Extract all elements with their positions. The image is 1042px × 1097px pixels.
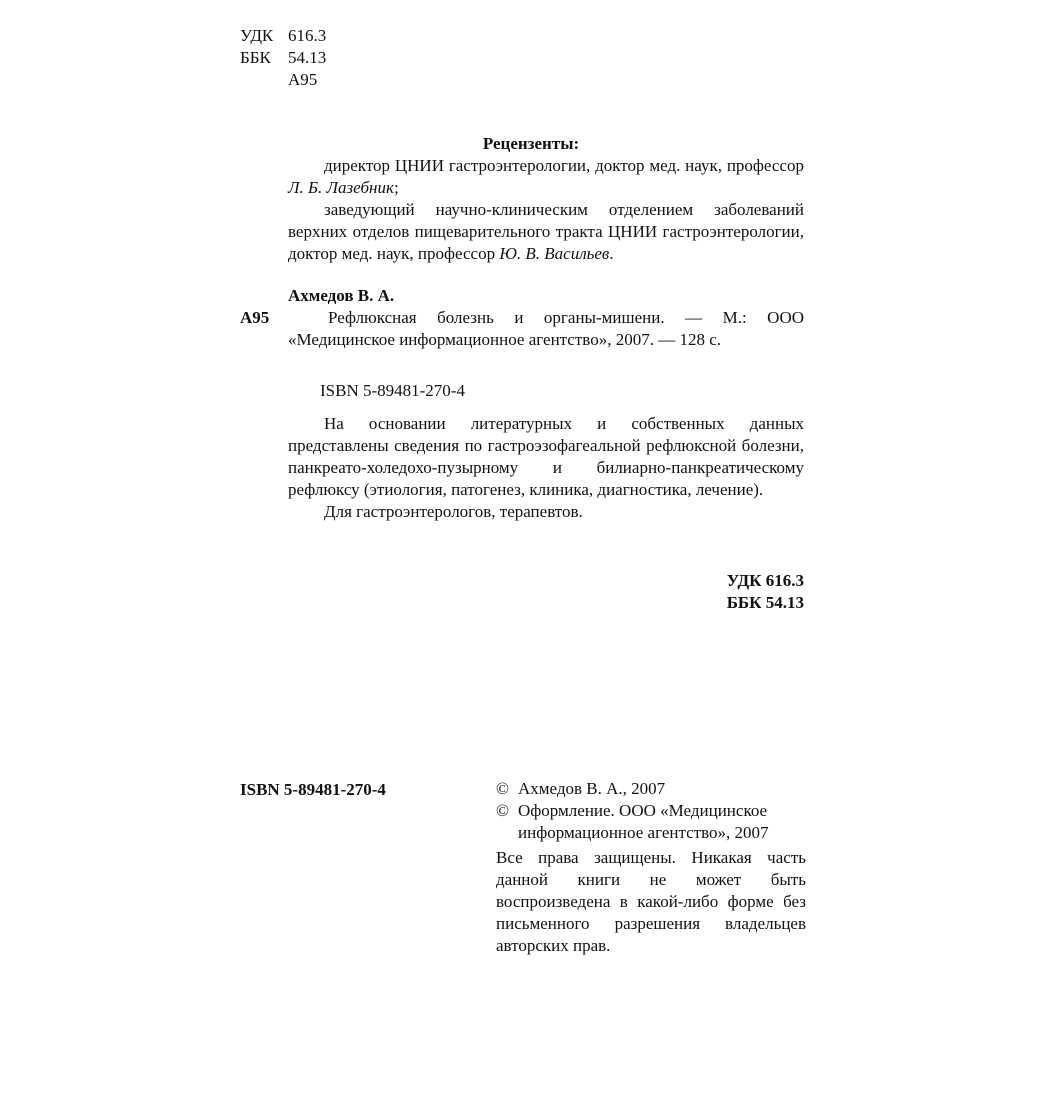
bib-author: Ахмедов В. А. xyxy=(288,286,395,305)
copyright-design: © Оформление. ООО «Медицинское xyxy=(496,801,768,820)
udk-label: УДК xyxy=(240,26,274,45)
reviewers-section xyxy=(288,133,804,265)
copyright-block xyxy=(496,778,806,844)
reviewers-heading: Рецензенты: xyxy=(482,134,580,153)
bbk-value: 54.13 xyxy=(288,48,327,67)
bib-description xyxy=(288,307,804,351)
reviewer-1-name: Л. Б. Лазебник xyxy=(288,178,394,197)
audience-paragraph: Для гастроэнтерологов, терапевтов. xyxy=(324,502,583,521)
bib-line: Рефлюксная болезнь и органы-мишени. — М.: ООО «Медицинское информационное агентство», 2007. — 128 с. xyxy=(288,308,804,349)
right-codes xyxy=(600,570,804,614)
right-bbk: ББК 54.13 xyxy=(726,593,804,612)
copyright-design-cont: информационное агентство», 2007 xyxy=(518,823,769,842)
abstract-paragraph: На основании литературных и собственных данных представлены сведения по гастроэзофагеальной рефлюксной болезни, панкреато-холедохо-пузырному и билиарно-панкреатическому рефлюксу (этиология, патогенез, клиника, диагностика, лечение). xyxy=(288,414,804,499)
classification-codes xyxy=(240,25,326,91)
reviewer-2-name: Ю. В. Васильев xyxy=(499,244,610,263)
abstract xyxy=(288,413,804,523)
bottom-isbn: ISBN 5-89481-270-4 xyxy=(240,780,386,799)
bib-author-mark: А95 xyxy=(240,308,270,327)
isbn-line: ISBN 5-89481-270-4 xyxy=(320,381,465,400)
rights-notice: Все права защищены. Никакая часть данной книги не может быть воспроизведена в какой-либо форме без письменного разрешения владельцев авторских прав. xyxy=(496,848,806,955)
right-udk: УДК 616.3 xyxy=(726,571,804,590)
reviewer-1: директор ЦНИИ гастроэнтерологии, доктор мед. наук, профессор Л. Б. Лазебник; xyxy=(288,156,804,197)
copyright-icon: © xyxy=(496,779,509,798)
copyright-author: © Ахмедов В. А., 2007 xyxy=(496,779,666,798)
bbk-code xyxy=(240,47,326,69)
copyright-icon: © xyxy=(496,801,509,820)
bbk-label: ББК xyxy=(240,48,271,67)
author-mark: А95 xyxy=(288,70,318,89)
reviewer-2: заведующий научно-клиническим отделением заболеваний верхних отделов пищеварительного тракта ЦНИИ гастроэнтерологии, доктор мед. наук, профессор Ю. В. Васильев. xyxy=(288,200,804,263)
udk-code xyxy=(240,25,326,47)
udk-value: 616.3 xyxy=(288,26,327,45)
